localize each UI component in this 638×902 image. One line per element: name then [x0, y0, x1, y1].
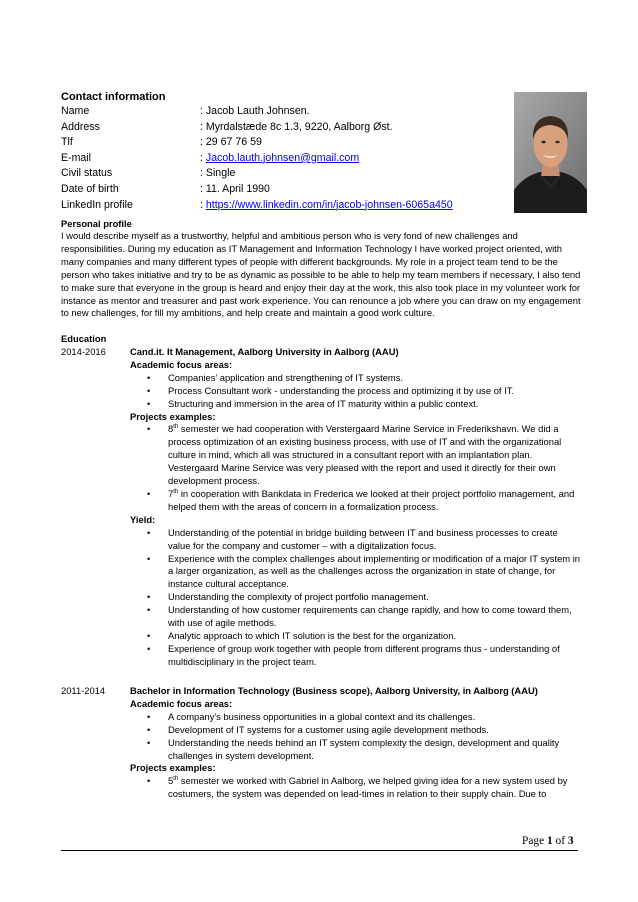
contact-label: E-mail	[61, 151, 92, 164]
focus-list	[130, 711, 580, 763]
focus-list	[130, 372, 580, 411]
linkedin-link[interactable]: https://www.linkedin.com/in/jacob-johnsen-6065a450	[205, 198, 453, 211]
yield-list	[130, 527, 580, 669]
contact-value: : Jacob Lauth Johnsen.	[200, 105, 310, 117]
bullet-icon: •	[147, 642, 151, 654]
list-item	[130, 604, 580, 630]
focus-heading: Academic focus areas:	[130, 697, 233, 709]
list-item	[130, 385, 580, 398]
list-item	[130, 488, 580, 514]
list-item-text: A company's business opportunities in a global context and its challenges.	[168, 710, 476, 722]
list-item-text: semester we had cooperation with Verstergaard Marine Service in Frederikshavn. We did a process optimization of an existing business process, with use of IT and with the organizational culture in mind, which all was structured in a consultant report with an implantation plan. Vestergaard Marine Service was very pleased with the report and used it directly for their own development process.	[168, 423, 562, 487]
contact-table	[61, 104, 453, 213]
projects-heading: Projects examples:	[130, 410, 216, 422]
list-item-text: Development of IT systems for a customer using agile development methods.	[168, 723, 489, 735]
contact-label: Name	[61, 105, 90, 117]
bullet-icon: •	[147, 397, 151, 409]
contact-value: : 11. April 1990	[200, 182, 270, 195]
total-pages: 3	[567, 835, 574, 847]
entry-body	[130, 346, 580, 669]
list-item	[130, 711, 580, 724]
contact-row-linkedin	[61, 198, 453, 214]
semester-number: 8	[168, 423, 174, 435]
bullet-icon: •	[147, 526, 151, 538]
contact-label: Date of birth	[61, 182, 119, 195]
list-item	[130, 630, 580, 643]
contact-value: : Single	[200, 167, 236, 180]
list-item	[130, 423, 580, 488]
contact-row-phone	[61, 135, 453, 151]
contact-label: Address	[61, 120, 100, 133]
value-prefix: :	[200, 151, 206, 164]
projects-list	[130, 423, 580, 513]
list-item-text: Understanding the needs behind an IT system complexity the design, development and quality challenges in system development.	[168, 736, 560, 761]
list-item-text: Companies’ application and strengthening of IT systems.	[168, 371, 404, 383]
bullet-icon: •	[147, 552, 151, 564]
list-item	[130, 553, 580, 592]
list-item	[130, 737, 580, 763]
footer-divider	[61, 850, 578, 851]
list-item	[130, 591, 580, 604]
list-item-text: Experience with the complex challenges about implementing or modification of a major IT system in a larger organization, as well as the challenges across the organization in state of change, for instance cultural acceptance.	[168, 552, 581, 590]
entry-title: Cand.it. It Management, Aalborg University in Aalborg (AAU)	[130, 346, 399, 357]
entry-title: Bachelor in Information Technology (Business scope), Aalborg University, in Aalborg (AAU)	[130, 685, 538, 696]
ordinal-suffix: th	[173, 488, 179, 495]
list-item-text: Structuring and immersion in the area of IT maturity within a public context.	[168, 397, 479, 409]
bullet-icon: •	[147, 604, 151, 616]
contact-row-address	[61, 120, 453, 136]
bullet-icon: •	[147, 736, 151, 748]
list-item	[130, 527, 580, 553]
email-link[interactable]: Jacob.lauth.johnsen@gmail.com	[205, 151, 360, 164]
list-item-text: Process Consultant work - understanding the process and optimizing it by use of IT.	[168, 384, 515, 396]
list-item-text: in cooperation with Bankdata in Frederica we looked at their project portfolio management, and helped them with the areas of concern in a formalization process.	[168, 487, 575, 512]
bullet-icon: •	[147, 710, 151, 722]
current-page: 1	[547, 835, 553, 847]
contact-label: LinkedIn profile	[61, 198, 133, 211]
bullet-icon: •	[147, 591, 151, 603]
list-item-text: semester we worked with Gabriel in Aalborg, we helped giving idea for a new system used by costumers, the system was depended on lead-times in relation to their supply chain. Due to	[168, 775, 568, 800]
entry-year: 2011-2014	[61, 685, 106, 696]
bullet-icon: •	[147, 775, 151, 787]
bullet-icon: •	[147, 371, 151, 383]
entry-body	[130, 685, 580, 801]
list-item	[130, 372, 580, 385]
list-item	[130, 724, 580, 737]
of-word: of	[552, 835, 568, 847]
ordinal-suffix: th	[173, 424, 179, 431]
list-item-text: Understanding the complexity of project portfolio management.	[168, 591, 429, 603]
bullet-icon: •	[147, 384, 151, 396]
bullet-icon: •	[147, 629, 151, 641]
contact-value	[200, 151, 359, 167]
contact-value	[200, 198, 453, 214]
contact-row-civil-status	[61, 166, 453, 182]
yield-heading: Yield:	[130, 513, 156, 525]
ordinal-suffix: th	[173, 776, 179, 783]
profile-heading: Personal profile	[61, 218, 132, 229]
bullet-icon: •	[147, 423, 151, 435]
contact-value: : Myrdalstæde 8c 1.3, 9220, Aalborg Øst.	[200, 120, 393, 133]
page-number	[522, 835, 574, 847]
focus-heading: Academic focus areas:	[130, 358, 233, 370]
semester-number: 7	[168, 487, 174, 499]
profile-photo	[514, 92, 587, 213]
list-item	[130, 775, 580, 801]
contact-heading: Contact information	[61, 91, 166, 103]
projects-heading: Projects examples:	[130, 762, 216, 774]
list-item-text: Understanding of how customer requirements can change rapidly, and how to come toward them, with use of agile methods.	[168, 604, 572, 629]
list-item	[130, 643, 580, 669]
bullet-icon: •	[147, 723, 151, 735]
page-word: Page	[522, 835, 547, 847]
contact-row-birth	[61, 182, 453, 198]
semester-number: 5	[168, 775, 174, 787]
contact-row-email	[61, 151, 453, 167]
list-item-text: Experience of group work together with people from different programs thus - understanding of multidisciplinary in the project team.	[168, 642, 560, 667]
value-prefix: :	[200, 198, 206, 211]
contact-row-name	[61, 104, 453, 120]
bullet-icon: •	[147, 487, 151, 499]
profile-text: I would describe myself as a trustworthy, helpful and ambitious person who is very fond of new challenges and responsibilities. During my education as IT Management and Information Technology I have worked project oriented, with many companies and many different types of people with different backgrounds. My role in a project team tend to be the person who takes initiative and try to be as dynamic as possible to be able to help my team members if necessary, I also tend to make sure that everyone in the group is heard and enjoy their day at the work, this also took place in my volunteer work for instance as mentor and treasurer and past work experience. You can renounce a job where you can draw on my engagement to new challenges, for fill my ambitions, and help create and maintain a good work culture.	[61, 230, 581, 319]
projects-list	[130, 775, 580, 801]
portrait-image	[514, 92, 587, 213]
contact-label: Tlf	[61, 136, 73, 149]
list-item-text: Understanding of the potential in bridge building between IT and business processes to create value for the company and customer – with a digitalization focus.	[168, 526, 558, 551]
education-heading: Education	[61, 333, 107, 344]
list-item	[130, 398, 580, 411]
list-item-text: Analytic approach to which IT solution is the best for the organization.	[168, 629, 457, 641]
contact-value: : 29 67 76 59	[200, 136, 262, 149]
entry-year: 2014-2016	[61, 346, 106, 357]
contact-label: Civil status	[61, 167, 113, 180]
